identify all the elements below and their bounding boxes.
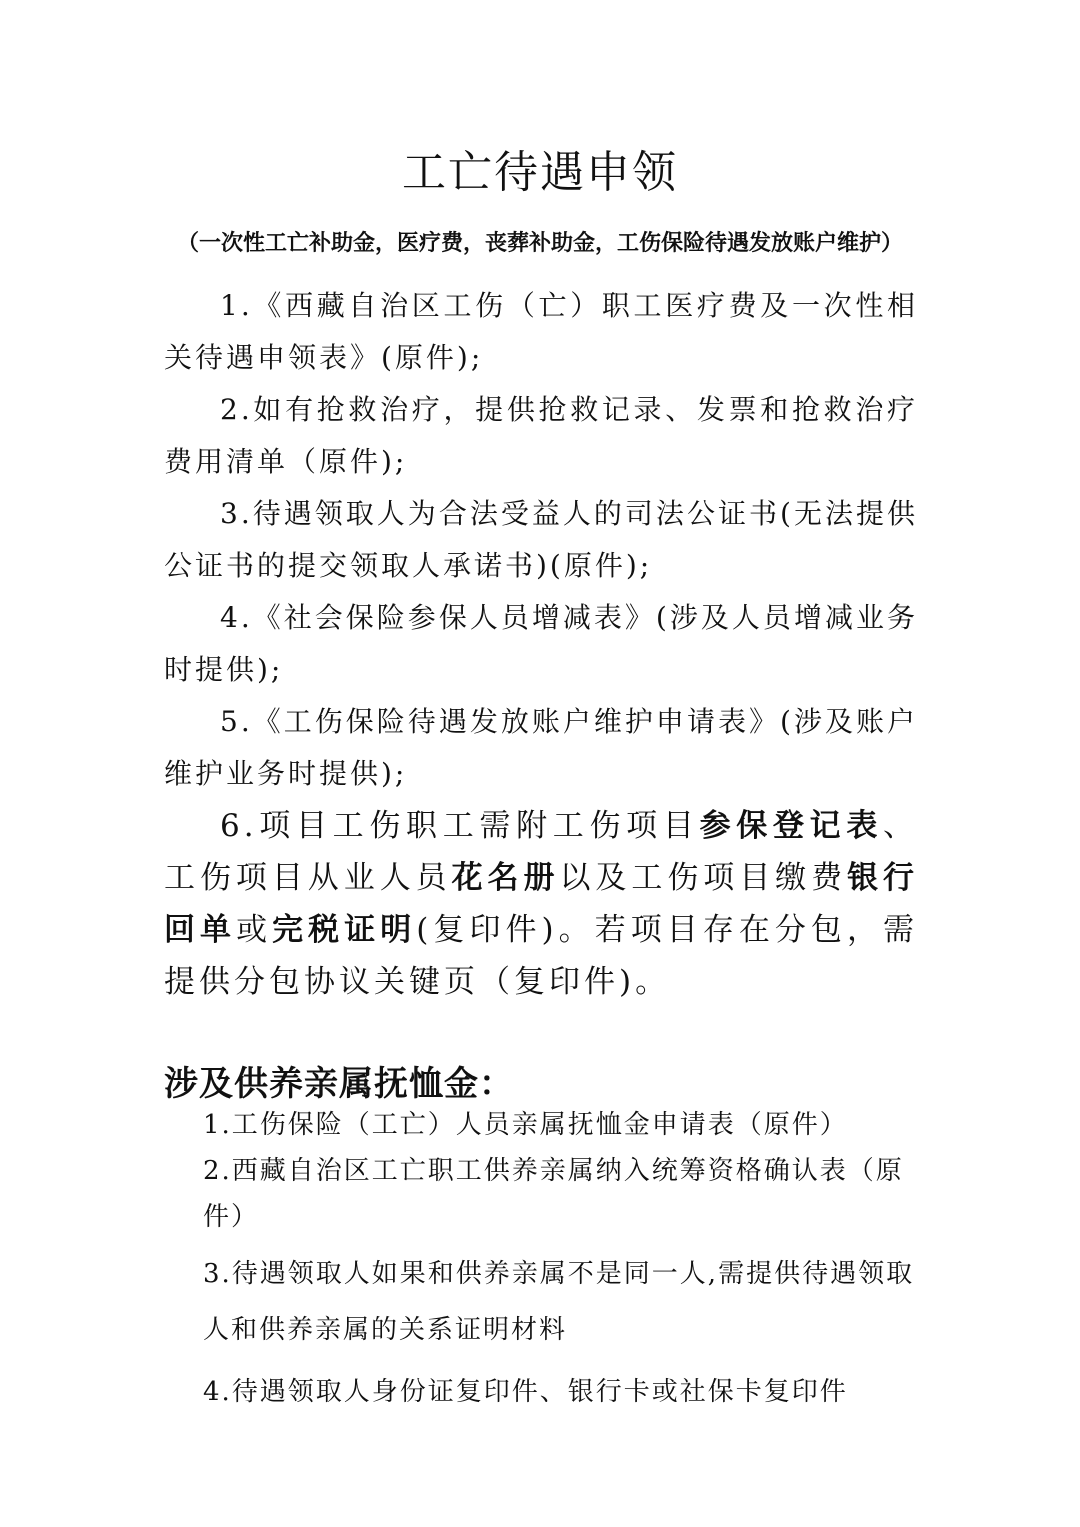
item6-bold-tax-certificate: 完税证明 <box>272 912 417 948</box>
dependents-item-4: 4.待遇领取人身份证复印件、银行卡或社保卡复印件 <box>203 1377 848 1407</box>
item6-text-2: 、工伤项目从业人员 <box>164 808 919 896</box>
page-subtitle: （一次性工亡补助金，医疗费，丧葬补助金，工伤保险待遇发放账户维护） <box>176 231 903 256</box>
requirement-item-4: 4.《社会保险参保人员增减表》(涉及人员增减业务时提供); <box>164 601 918 686</box>
requirement-item-2: 2.如有抢救治疗，提供抢救记录、发票和抢救治疗费用清单（原件); <box>164 393 918 478</box>
section-heading: 涉及供养亲属抚恤金： <box>164 1064 514 1104</box>
item6-text-3: 以及工伤项目缴费 <box>559 860 848 896</box>
requirement-item-1: 1.《西藏自治区工伤（亡）职工医疗费及一次性相关待遇申领表》(原件); <box>164 289 918 374</box>
requirement-item-3: 3.待遇领取人为合法受益人的司法公证书(无法提供公证书的提交领取人承诺书)(原件); <box>164 497 918 582</box>
requirement-item-5: 5.《工伤保险待遇发放账户维护申请表》(涉及账户维护业务时提供); <box>164 705 918 790</box>
dependents-item-3: 3.待遇领取人如果和供养亲属不是同一人,需提供待遇领取人和供养亲属的关系证明材料 <box>203 1259 915 1345</box>
item6-text-1: 6.项目工伤职工需附工伤项目 <box>220 808 700 844</box>
item6-bold-bank-receipt: 银行回单 <box>164 860 919 948</box>
item6-bold-registration-form: 参保登记表 <box>699 808 884 844</box>
item6-text-4: 或 <box>236 912 273 948</box>
page-title: 工亡待遇申领 <box>402 147 678 198</box>
dependents-item-2: 2.西藏自治区工亡职工供养亲属纳入统筹资格确认表（原件） <box>203 1156 904 1232</box>
requirement-item-6 <box>164 800 918 1008</box>
dependents-item-1: 1.工伤保险（工亡）人员亲属抚恤金申请表（原件） <box>203 1110 848 1140</box>
item6-text-5: (复印件)。若项目存在分包，需提供分包协议关键页（复印件)。 <box>164 912 919 1000</box>
dependents-list <box>203 1102 923 1420</box>
requirements-list <box>164 280 918 1008</box>
item6-bold-roster: 花名册 <box>451 860 560 896</box>
